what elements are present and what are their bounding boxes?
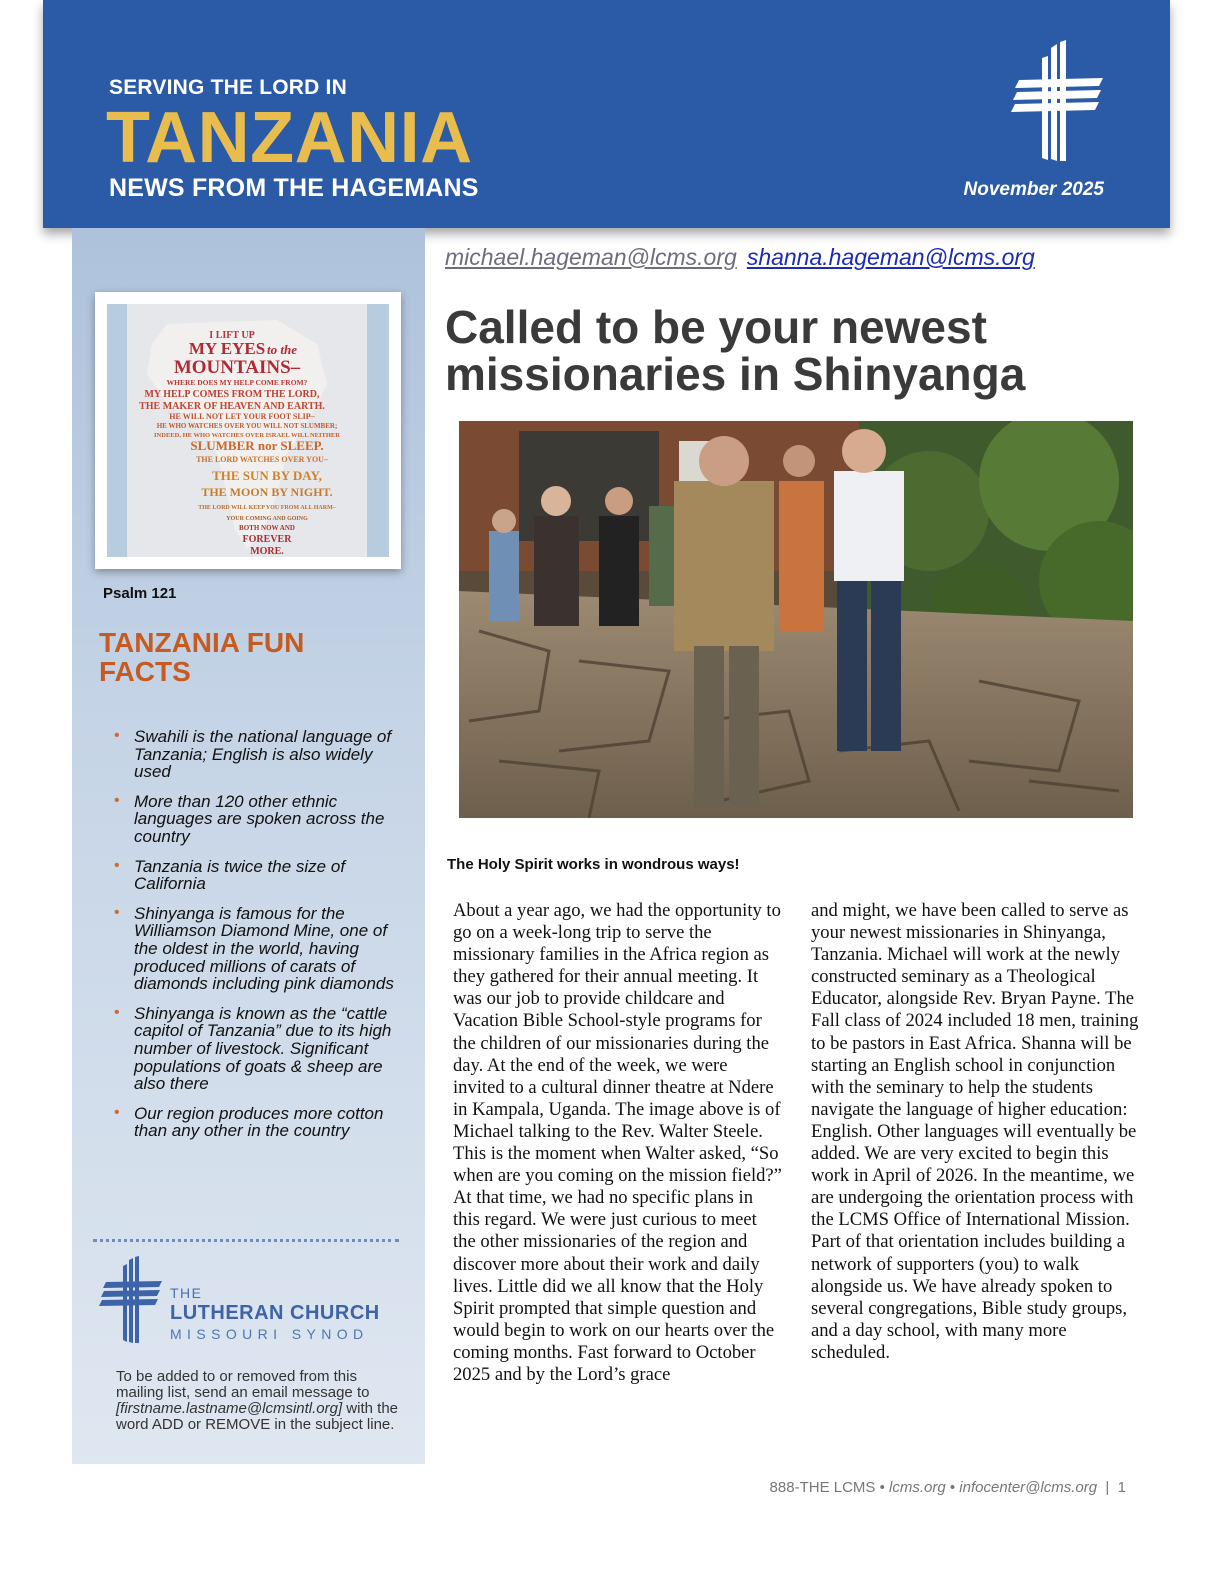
psalm-photo-frame: [95, 292, 401, 569]
lcms-logo-name: LUTHERAN CHURCH: [170, 1302, 380, 1324]
page-number: 1: [1117, 1479, 1126, 1496]
mailing-address: [firstname.lastname@lcmsintl.org]: [116, 1400, 343, 1417]
fun-fact-item: • More than 120 other ethnic languages are spoken across the country: [114, 793, 394, 846]
svg-text:THE MAKER OF HEAVEN AND EARTH.: THE MAKER OF HEAVEN AND EARTH.: [139, 401, 325, 412]
article-column-2: and might, we have been called to serve as your newest missionaries in Shinyanga, Tanzania. Michael will work at the newly constructed seminary as a Theological Educator, alongside Rev. Bryan Payne. The Fall class of 2024 included 18 men, training to be pastors in East Africa. Shanna will be starting an English school in conjunction with the seminary to help the students navigate the language of higher education: English. Other languages will eventually be added. We are very excited to begin this work in April of 2026. In the meantime, we are undergoing the orientation process with the LCMS Office of International Mission. Part of that orientation includes building a network of supporters (you) to walk alongside us. We have already spoken to several congregations, Bible study groups, and a day school, with many more scheduled.: [811, 900, 1139, 1363]
svg-text:MY HELP COMES FROM THE LORD,: MY HELP COMES FROM THE LORD,: [144, 389, 320, 400]
fun-fact-item: • Our region produces more cotton than any other in the country: [114, 1105, 394, 1140]
email-link-michael[interactable]: michael.hageman@lcms.org: [445, 244, 737, 270]
header-title: TANZANIA: [106, 98, 473, 178]
header-kicker: SERVING THE LORD IN: [109, 76, 347, 99]
psalm-caption: Psalm 121: [103, 585, 177, 602]
email-link-shanna[interactable]: shanna.hageman@lcms.org: [746, 244, 1035, 270]
header-subtitle: NEWS FROM THE HAGEMANS: [109, 174, 479, 202]
svg-text:HE WHO WATCHES OVER YOU WILL N: HE WHO WATCHES OVER YOU WILL NOT SLUMBER;: [156, 422, 338, 430]
svg-text:I LIFT UP: I LIFT UP: [209, 330, 255, 341]
svg-text:MORE.: MORE.: [250, 546, 284, 557]
page-footer: [770, 1479, 1126, 1496]
svg-text:WHERE DOES MY HELP COME FROM?: WHERE DOES MY HELP COME FROM?: [166, 378, 308, 387]
svg-text:INDEED, HE WHO WATCHES OVER IS: INDEED, HE WHO WATCHES OVER ISRAEL WILL NEITHER: [154, 432, 340, 439]
footer-phone: 888-THE LCMS: [769, 1479, 876, 1496]
lcms-logo-synod: MISSOURI SYNOD: [170, 1326, 369, 1342]
lcms-cross-icon: [1009, 40, 1105, 162]
svg-text:THE LORD WILL KEEP YOU FROM AL: THE LORD WILL KEEP YOU FROM ALL HARM–: [198, 505, 336, 511]
fun-fact-item: • Shinyanga is known as the “cattle capitol of Tanzania” due to its high number of livestock. Significant populations of goats & sheep are also there: [114, 1005, 394, 1093]
hero-photo: [459, 421, 1133, 818]
footer-site-link[interactable]: lcms.org: [889, 1479, 946, 1496]
footer-separator: •: [879, 1479, 890, 1496]
dotted-divider: [93, 1239, 399, 1242]
fun-facts-title: TANZANIA FUN FACTS: [99, 627, 305, 687]
fun-fact-item: • Swahili is the national language of Tanzania; English is also widely used: [114, 728, 394, 781]
svg-text:BOTH NOW AND: BOTH NOW AND: [239, 524, 295, 532]
svg-text:YOUR COMING AND GOING: YOUR COMING AND GOING: [226, 516, 308, 522]
contact-emails: [445, 244, 1035, 271]
fun-fact-item: • Tanzania is twice the size of California: [114, 858, 394, 893]
svg-text:THE LORD WATCHES OVER YOU–: THE LORD WATCHES OVER YOU–: [196, 455, 328, 464]
svg-text:SLUMBER nor SLEEP.: SLUMBER nor SLEEP.: [190, 438, 324, 453]
mailing-list-note: [116, 1369, 401, 1433]
header-banner: [43, 0, 1170, 228]
footer-email-link[interactable]: infocenter@lcms.org: [959, 1479, 1098, 1496]
issue-date: November 2025: [963, 179, 1104, 200]
footer-separator: •: [949, 1479, 960, 1496]
photo-caption: The Holy Spirit works in wondrous ways!: [447, 856, 740, 873]
svg-text:MOUNTAINS–: MOUNTAINS–: [173, 357, 301, 378]
fun-facts-list: [114, 728, 394, 1152]
hero-photo-scene: [459, 421, 1133, 818]
article-headline: Called to be your newest missionaries in Shinyanga: [445, 301, 1026, 400]
footer-separator: |: [1101, 1479, 1118, 1496]
svg-text:to the: to the: [267, 342, 297, 357]
svg-text:THE SUN BY DAY,: THE SUN BY DAY,: [212, 468, 322, 483]
mailing-note-post: with the word ADD or REMOVE in the subject line.: [116, 1400, 399, 1433]
svg-text:FOREVER: FOREVER: [242, 534, 292, 545]
svg-text:THE MOON BY NIGHT.: THE MOON BY NIGHT.: [201, 485, 333, 499]
svg-text:HE WILL NOT LET YOUR FOOT SLIP: HE WILL NOT LET YOUR FOOT SLIP–: [169, 412, 315, 421]
lcms-logo-the: THE: [170, 1285, 203, 1301]
mailing-note-pre: To be added to or removed from this mailing list, send an email message to: [116, 1368, 370, 1401]
svg-text:MY EYES: MY EYES: [188, 339, 266, 358]
sidebar: [72, 228, 425, 1464]
article-column-1: About a year ago, we had the opportunity to go on a week-long trip to serve the missionary families in the Africa region as they gathered for their annual meeting. It was our job to provide childcare and Vacation Bible School-style programs for the children of our missionaries during the day. At the end of the week, we were invited to a cultural dinner theatre at Ndere in Kampala, Uganda. The image above is of Michael talking to the Rev. Walter Steele. This is the moment when Walter asked, “So when are you coming on the mission field?” At that time, we had no specific plans in this regard. We were just curious to meet the other missionaries of the region and discover more about their work and daily lives. Little did we all know that the Holy Spirit prompted that simple question and would begin to work on our hearts over the coming months. Fast forward to October 2025 and by the Lord’s grace: [453, 900, 782, 1385]
fun-fact-item: • Shinyanga is famous for the Williamson Diamond Mine, one of the oldest in the world, having produced millions of carats of diamonds including pink diamonds: [114, 905, 394, 993]
psalm-photo: [107, 304, 389, 557]
psalm-africa-artwork: [127, 304, 367, 557]
